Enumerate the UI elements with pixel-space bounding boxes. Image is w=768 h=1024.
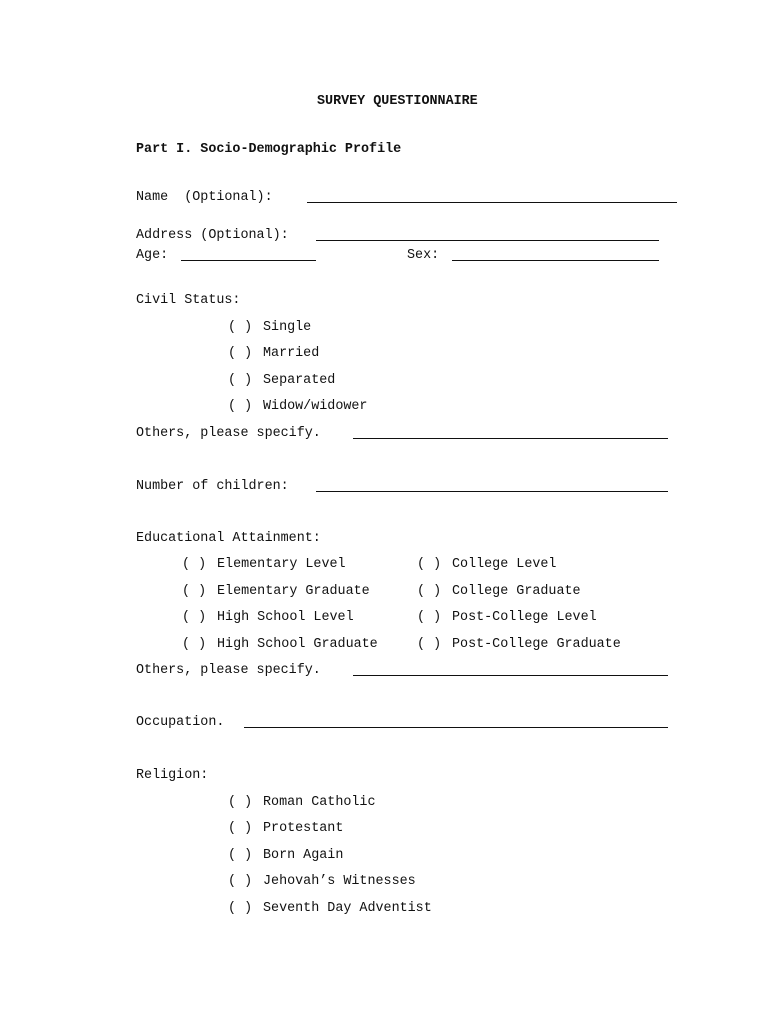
sex-field[interactable] (452, 248, 659, 267)
education-checkbox-elementary-graduate[interactable]: ( ) (182, 584, 207, 599)
age-label: Age: (136, 248, 169, 263)
religion-label: Religion: (136, 768, 209, 783)
education-checkbox-post-college-level[interactable]: ( ) (417, 610, 442, 625)
religion-option-protestant: Protestant (263, 821, 344, 836)
civil-status-option-single: Single (263, 320, 312, 335)
civil-status-checkbox-separated[interactable]: ( ) (228, 373, 253, 388)
civil-status-label: Civil Status: (136, 293, 241, 308)
education-label: Educational Attainment: (136, 531, 321, 546)
name-field[interactable] (307, 190, 677, 209)
address-field[interactable] (316, 228, 659, 247)
civil-status-checkbox-single[interactable]: ( ) (228, 320, 253, 335)
education-option-high-school-graduate: High School Graduate (217, 637, 378, 652)
education-option-post-college-level: Post-College Level (452, 610, 597, 625)
education-checkbox-high-school-graduate[interactable]: ( ) (182, 637, 207, 652)
civil-status-option-separated: Separated (263, 373, 336, 388)
name-label: Name (Optional): (136, 190, 273, 205)
education-checkbox-elementary-level[interactable]: ( ) (182, 557, 207, 572)
education-others-label: Others, please specify. (136, 663, 321, 678)
religion-checkbox-roman-catholic[interactable]: ( ) (228, 795, 253, 810)
education-option-post-college-graduate: Post-College Graduate (452, 637, 621, 652)
education-checkbox-high-school-level[interactable]: ( ) (182, 610, 207, 625)
education-option-college-graduate: College Graduate (452, 584, 581, 599)
children-label: Number of children: (136, 479, 289, 494)
age-field[interactable] (181, 248, 316, 267)
address-label: Address (Optional): (136, 228, 289, 243)
education-others-field[interactable] (353, 663, 668, 682)
civil-status-others-label: Others, please specify. (136, 426, 321, 441)
education-checkbox-college-graduate[interactable]: ( ) (417, 584, 442, 599)
religion-checkbox-protestant[interactable]: ( ) (228, 821, 253, 836)
civil-status-checkbox-married[interactable]: ( ) (228, 346, 253, 361)
part-heading: Part I. Socio-Demographic Profile (136, 142, 402, 157)
sex-label: Sex: (407, 248, 440, 263)
civil-status-others-field[interactable] (353, 426, 668, 445)
education-checkbox-post-college-graduate[interactable]: ( ) (417, 637, 442, 652)
religion-checkbox-born-again[interactable]: ( ) (228, 848, 253, 863)
education-checkbox-college-level[interactable]: ( ) (417, 557, 442, 572)
religion-option-seventh-day-adventist: Seventh Day Adventist (263, 901, 432, 916)
civil-status-option-married: Married (263, 346, 320, 361)
religion-checkbox-jehovahs-witnesses[interactable]: ( ) (228, 874, 253, 889)
education-option-elementary-level: Elementary Level (217, 557, 346, 572)
religion-option-roman-catholic: Roman Catholic (263, 795, 376, 810)
religion-checkbox-seventh-day-adventist[interactable]: ( ) (228, 901, 253, 916)
document-title: SURVEY QUESTIONNAIRE (317, 94, 478, 109)
education-option-elementary-graduate: Elementary Graduate (217, 584, 370, 599)
religion-option-born-again: Born Again (263, 848, 344, 863)
civil-status-checkbox-widow[interactable]: ( ) (228, 399, 253, 414)
occupation-label: Occupation. (136, 715, 225, 730)
occupation-field[interactable] (244, 715, 668, 734)
children-field[interactable] (316, 479, 668, 498)
education-option-college-level: College Level (452, 557, 557, 572)
religion-option-jehovahs-witnesses: Jehovah’s Witnesses (263, 874, 416, 889)
education-option-high-school-level: High School Level (217, 610, 354, 625)
civil-status-option-widow: Widow/widower (263, 399, 368, 414)
